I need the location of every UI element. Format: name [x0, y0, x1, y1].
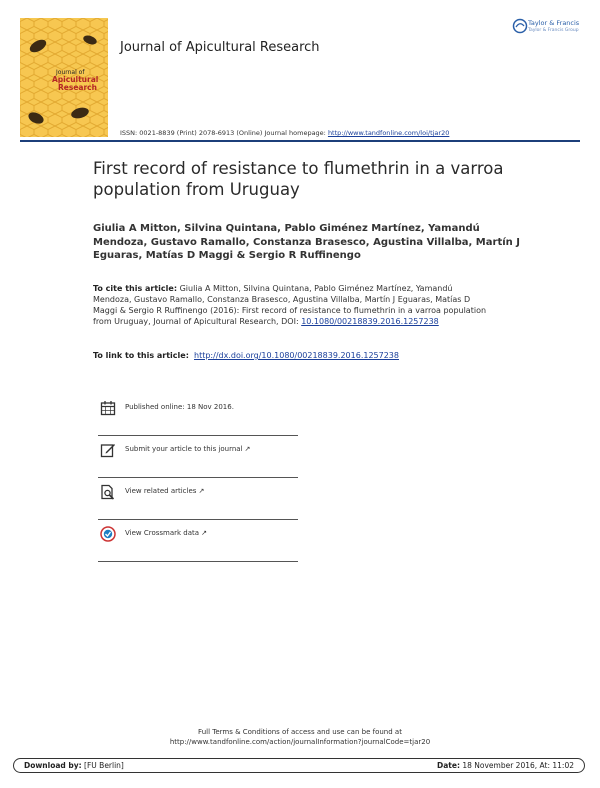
submit-article-row[interactable] — [98, 436, 298, 478]
download-info-bar — [13, 758, 585, 773]
submit-article-link[interactable]: Submit your article to this journal — [125, 445, 243, 453]
crossmark-link[interactable]: View Crossmark data — [125, 529, 200, 537]
terms-notice — [0, 727, 600, 747]
publisher-name: Taylor & Francis — [528, 19, 580, 27]
cover-title-line-3: Research — [58, 83, 97, 92]
crossmark-row[interactable] — [98, 520, 298, 562]
edit-icon — [100, 442, 116, 458]
honeycomb-cover-art — [20, 18, 108, 137]
related-articles-row[interactable] — [98, 478, 298, 520]
cover-title-line-2: Apicultural — [52, 75, 99, 84]
article-authors: Giulia A Mitton, Silvina Quintana, Pablo Giménez Martínez, Yamandú Mendoza, Gustavo Ramallo, Constanza Brasesco, Agustina Villalba, Martín J Eguaras, Matías D Maggi & Sergio R Ruffinengo — [93, 223, 520, 261]
header-divider — [20, 140, 580, 142]
publisher-group: Taylor & Francis Group — [528, 28, 579, 33]
article-doi-url-link[interactable]: http://dx.doi.org/10.1080/00218839.2016.1257238 — [194, 351, 399, 360]
article-link-line — [93, 350, 399, 361]
citation-doi-link[interactable]: 10.1080/00218839.2016.1257238 — [301, 317, 439, 326]
taylor-francis-icon — [512, 18, 528, 34]
citation-text: Giulia A Mitton, Silvina Quintana, Pablo Giménez Martínez, Yamandú Mendoza, Gustavo Ramallo, Constanza Brasesco, Agustina Villalba, Martín J Eguaras, Matías D Maggi & Sergio R Ruffinengo (2016): First record of resistance to flumethrin in a varroa population from Uruguay, Journal of Apicultural Research, DOI: — [93, 284, 487, 326]
published-online-text: Published online: 18 Nov 2016. — [125, 403, 234, 411]
downloaded-by-label: Download by: — [24, 761, 82, 770]
external-link-icon: ↗ — [244, 445, 251, 453]
document-search-icon — [100, 484, 116, 500]
download-date-value: 18 November 2016, At: 11:02 — [459, 761, 574, 770]
citation-label: To cite this article: — [93, 284, 178, 293]
cover-title-line-1: Journal of — [56, 69, 85, 76]
publisher-logo-text — [528, 20, 579, 34]
crossmark-icon — [100, 526, 116, 542]
article-title: First record of resistance to flumethrin in a varroa population from Uruguay — [93, 159, 504, 199]
external-link-icon: ↗ — [201, 529, 207, 537]
external-link-icon: ↗ — [198, 487, 205, 495]
terms-line-1: Full Terms & Conditions of access and use can be found at — [198, 728, 402, 736]
citation-block — [93, 283, 493, 327]
terms-url[interactable]: http://www.tandfonline.com/action/journalInformation?journalCode=tjar20 — [169, 738, 431, 746]
journal-cover-image — [20, 18, 108, 137]
journal-title: Journal of Apicultural Research — [120, 40, 320, 55]
downloaded-by-value: [FU Berlin] — [81, 761, 124, 770]
issn-line — [120, 129, 449, 137]
related-articles-link[interactable]: View related articles — [125, 487, 197, 495]
article-info-list — [98, 394, 298, 562]
issn-text: ISSN: 0021-8839 (Print) 2078-6913 (Online) Journal homepage: — [120, 129, 328, 137]
published-online-row — [98, 394, 298, 436]
article-link-label: To link to this article: — [93, 351, 189, 360]
calendar-icon — [100, 400, 116, 416]
download-date-label: Date: — [437, 761, 460, 770]
journal-homepage-link[interactable]: http://www.tandfonline.com/loi/tjar20 — [327, 129, 450, 137]
